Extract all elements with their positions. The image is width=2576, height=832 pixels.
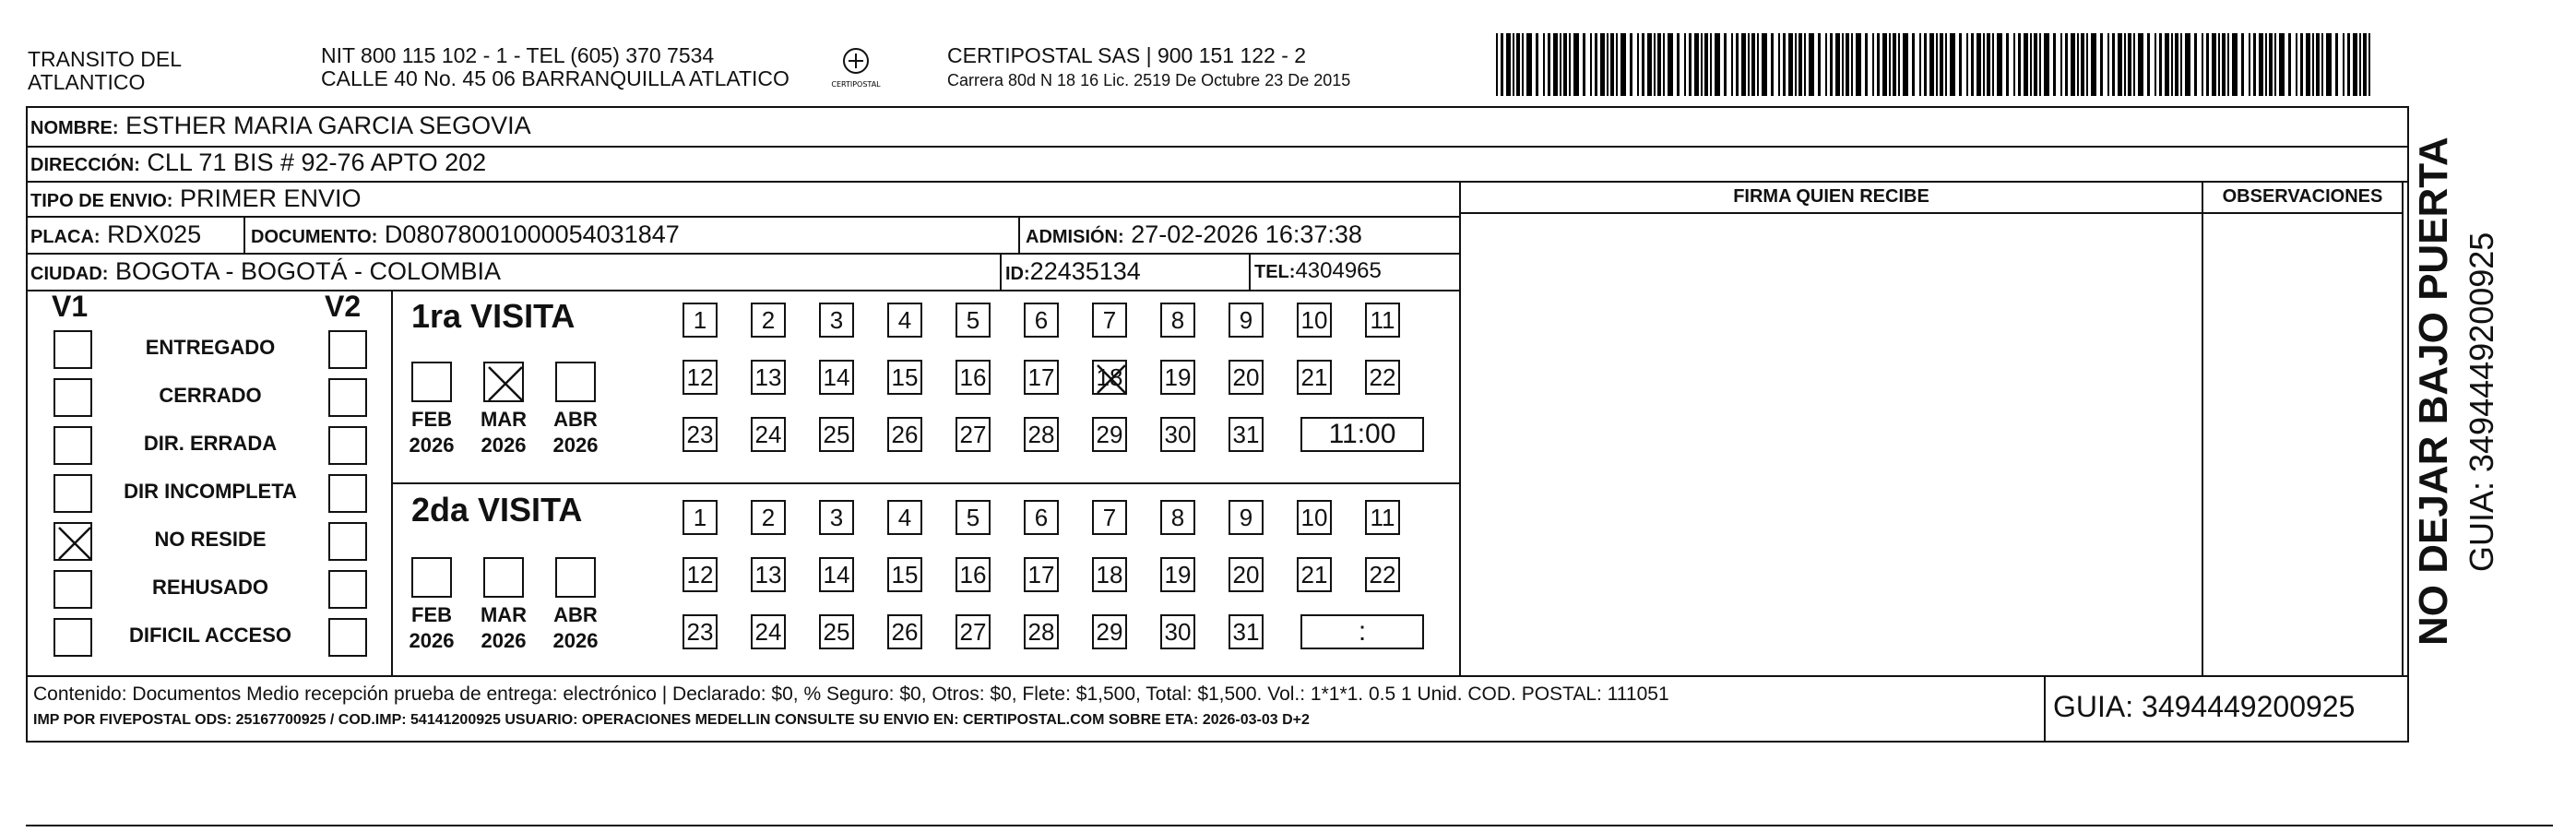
barcode — [1496, 33, 2377, 96]
first-day-20[interactable]: 20 — [1229, 360, 1264, 395]
first-visit-title: 1ra VISITA — [411, 297, 576, 335]
footer-print-line: IMP POR FIVEPOSTAL ODS: 25167700925 / COD.IMP: 54141200925 USUARIO: OPERACIONES MEDELLIN CONSULTE SU ENVIO EN: CERTIPOSTAL.COM SOBRE ETA: 2026-03-03 D+2 — [33, 712, 1310, 728]
second-month-box-mar[interactable] — [483, 557, 524, 598]
first-day-9[interactable]: 9 — [1229, 303, 1264, 338]
second-visit-title: 2da VISITA — [411, 491, 583, 529]
v1-checkbox-entregado[interactable] — [53, 330, 92, 369]
second-day-28[interactable]: 28 — [1024, 614, 1059, 649]
second-day-19[interactable]: 19 — [1160, 557, 1195, 592]
admision-value: 27-02-2026 16:37:38 — [1131, 220, 1362, 248]
first-time-box[interactable]: 11:00 — [1300, 417, 1424, 452]
certipostal-logo — [828, 42, 884, 98]
placa-field: PLACA: RDX025 — [30, 220, 202, 248]
second-day-6[interactable]: 6 — [1024, 500, 1059, 535]
second-day-31[interactable]: 31 — [1229, 614, 1264, 649]
id-value: 22435134 — [1029, 257, 1141, 285]
no-dejar-bajo-puerta: NO DEJAR BAJO PUERTA — [2411, 137, 2456, 646]
first-month-mar: MAR — [480, 408, 528, 431]
v1-checkbox-dificil-acceso[interactable] — [53, 618, 92, 657]
first-day-26[interactable]: 26 — [887, 417, 922, 452]
status-label-rehusado: REHUSADO — [152, 576, 268, 599]
nombre-row: NOMBRE: ESTHER MARIA GARCIA SEGOVIA — [30, 112, 531, 139]
v2-checkbox-dir-errada[interactable] — [328, 426, 367, 465]
sender-line-2: CALLE 40 No. 45 06 BARRANQUILLA ATLATICO — [321, 66, 789, 90]
v2-checkbox-dir-incompleta[interactable] — [328, 474, 367, 513]
v2-checkbox-dificil-acceso[interactable] — [328, 618, 367, 657]
first-day-15[interactable]: 15 — [887, 360, 922, 395]
first-day-14[interactable]: 14 — [819, 360, 854, 395]
first-day-10[interactable]: 10 — [1297, 303, 1332, 338]
second-year-mar: 2026 — [481, 629, 527, 652]
first-day-29[interactable]: 29 — [1092, 417, 1127, 452]
second-day-27[interactable]: 27 — [956, 614, 991, 649]
status-label-dir-errada: DIR. ERRADA — [143, 432, 278, 455]
second-day-20[interactable]: 20 — [1229, 557, 1264, 592]
v1-checkbox-dir-incompleta[interactable] — [53, 474, 92, 513]
v2-checkbox-no-reside[interactable] — [328, 522, 367, 561]
second-day-21[interactable]: 21 — [1297, 557, 1332, 592]
second-day-7[interactable]: 7 — [1092, 500, 1127, 535]
second-day-15[interactable]: 15 — [887, 557, 922, 592]
second-day-10[interactable]: 10 — [1297, 500, 1332, 535]
placa-value: RDX025 — [107, 220, 202, 248]
footer-guia: GUIA: 3494449200925 — [2053, 690, 2356, 723]
status-label-entregado: ENTREGADO — [145, 336, 276, 359]
first-day-5[interactable]: 5 — [956, 303, 991, 338]
v2-checkbox-entregado[interactable] — [328, 330, 367, 369]
first-year-mar: 2026 — [481, 434, 527, 457]
status-label-dir-incompleta: DIR INCOMPLETA — [124, 480, 297, 503]
second-day-9[interactable]: 9 — [1229, 500, 1264, 535]
courier-line-2: Carrera 80d N 18 16 Lic. 2519 De Octubre 23 De 2015 — [947, 71, 1351, 89]
first-day-31[interactable]: 31 — [1229, 417, 1264, 452]
tipo-envio-value: PRIMER ENVIO — [179, 184, 362, 212]
status-label-no-reside: NO RESIDE — [154, 528, 267, 551]
v1-checkbox-dir-errada[interactable] — [53, 426, 92, 465]
firma-header: FIRMA QUIEN RECIBE — [1733, 186, 1929, 207]
nombre-value: ESTHER MARIA GARCIA SEGOVIA — [125, 112, 531, 139]
second-month-mar: MAR — [480, 603, 528, 626]
tipo-envio-row: TIPO DE ENVIO: PRIMER ENVIO — [30, 184, 362, 212]
second-day-12[interactable]: 12 — [683, 557, 718, 592]
second-day-26[interactable]: 26 — [887, 614, 922, 649]
id-field: ID:22435134 — [1005, 257, 1141, 285]
observaciones-header: OBSERVACIONES — [2222, 186, 2383, 207]
first-day-1[interactable]: 1 — [683, 303, 718, 338]
v1-checkbox-rehusado[interactable] — [53, 570, 92, 609]
second-day-5[interactable]: 5 — [956, 500, 991, 535]
first-month-box-abr[interactable] — [555, 362, 596, 402]
first-day-25[interactable]: 25 — [819, 417, 854, 452]
ciudad-field: CIUDAD: BOGOTA - BOGOTÁ - COLOMBIA — [30, 257, 502, 285]
first-month-abr: ABR — [553, 408, 598, 431]
first-day-30[interactable]: 30 — [1160, 417, 1195, 452]
v2-header: V2 — [325, 290, 362, 323]
logo-text: CERTIPOSTAL — [831, 80, 881, 89]
side-guia: GUIA: 3494449200925 — [2463, 232, 2500, 572]
first-day-6[interactable]: 6 — [1024, 303, 1059, 338]
first-day-7[interactable]: 7 — [1092, 303, 1127, 338]
second-day-11[interactable]: 11 — [1365, 500, 1400, 535]
first-day-12[interactable]: 12 — [683, 360, 718, 395]
first-day-22[interactable]: 22 — [1365, 360, 1400, 395]
admision-field: ADMISIÓN: 27-02-2026 16:37:38 — [1026, 220, 1362, 248]
second-month-abr: ABR — [553, 603, 598, 626]
first-year-feb: 2026 — [409, 434, 455, 457]
second-day-1[interactable]: 1 — [683, 500, 718, 535]
second-day-24[interactable]: 24 — [751, 614, 786, 649]
first-day-13[interactable]: 13 — [751, 360, 786, 395]
second-day-23[interactable]: 23 — [683, 614, 718, 649]
footer-content-line: Contenido: Documentos Medio recepción prueba de entrega: electrónico | Declarado: $0, % Seguro: $0, Otros: $0, Flete: $1,500, Total: $1,500. Vol.: 1*1*1. 0.5 1 Unid. COD. POSTAL: 111051 — [33, 683, 1669, 705]
direccion-row: DIRECCIÓN: CLL 71 BIS # 92-76 APTO 202 — [30, 149, 487, 176]
documento-field: DOCUMENTO: D08078001000054031847 — [251, 220, 680, 248]
first-day-8[interactable]: 8 — [1160, 303, 1195, 338]
first-month-feb: FEB — [411, 408, 452, 431]
first-day-16[interactable]: 16 — [956, 360, 991, 395]
ciudad-value: BOGOTA - BOGOTÁ - COLOMBIA — [114, 257, 502, 285]
first-month-box-mar[interactable] — [483, 362, 524, 402]
v2-checkbox-cerrado[interactable] — [328, 378, 367, 417]
first-day-21[interactable]: 21 — [1297, 360, 1332, 395]
first-day-17[interactable]: 17 — [1024, 360, 1059, 395]
courier-line-1: CERTIPOSTAL SAS | 900 151 122 - 2 — [947, 43, 1307, 67]
second-day-30[interactable]: 30 — [1160, 614, 1195, 649]
first-day-24[interactable]: 24 — [751, 417, 786, 452]
first-month-box-feb[interactable] — [411, 362, 452, 402]
tel-field: TEL:4304965 — [1254, 258, 1382, 283]
second-day-18[interactable]: 18 — [1092, 557, 1127, 592]
page-edge — [26, 825, 2553, 826]
v1-checkbox-cerrado[interactable] — [53, 378, 92, 417]
second-day-16[interactable]: 16 — [956, 557, 991, 592]
v2-checkbox-rehusado[interactable] — [328, 570, 367, 609]
first-day-2[interactable]: 2 — [751, 303, 786, 338]
sender-line-1: NIT 800 115 102 - 1 - TEL (605) 370 7534 — [321, 43, 715, 67]
first-day-3[interactable]: 3 — [819, 303, 854, 338]
first-day-4[interactable]: 4 — [887, 303, 922, 338]
second-month-box-feb[interactable] — [411, 557, 452, 598]
first-day-11[interactable]: 11 — [1365, 303, 1400, 338]
status-label-cerrado: CERRADO — [159, 384, 262, 407]
first-day-23[interactable]: 23 — [683, 417, 718, 452]
second-day-4[interactable]: 4 — [887, 500, 922, 535]
second-day-14[interactable]: 14 — [819, 557, 854, 592]
sender-name: TRANSITO DEL ATLANTICO — [28, 47, 182, 94]
second-year-abr: 2026 — [552, 629, 599, 652]
second-day-13[interactable]: 13 — [751, 557, 786, 592]
v1-header: V1 — [52, 290, 89, 323]
second-day-17[interactable]: 17 — [1024, 557, 1059, 592]
second-day-25[interactable]: 25 — [819, 614, 854, 649]
first-day-27[interactable]: 27 — [956, 417, 991, 452]
first-day-28[interactable]: 28 — [1024, 417, 1059, 452]
first-day-19[interactable]: 19 — [1160, 360, 1195, 395]
second-day-3[interactable]: 3 — [819, 500, 854, 535]
second-month-feb: FEB — [411, 603, 452, 626]
second-day-2[interactable]: 2 — [751, 500, 786, 535]
second-day-22[interactable]: 22 — [1365, 557, 1400, 592]
status-label-dificil-acceso: DIFICIL ACCESO — [128, 624, 291, 647]
second-year-feb: 2026 — [409, 629, 455, 652]
documento-value: D08078001000054031847 — [384, 220, 680, 248]
second-time-box[interactable]: : — [1300, 614, 1424, 649]
tel-value: 4304965 — [1295, 258, 1382, 283]
second-day-29[interactable]: 29 — [1092, 614, 1127, 649]
direccion-value: CLL 71 BIS # 92-76 APTO 202 — [147, 149, 487, 176]
first-day-18[interactable]: 18 — [1092, 360, 1127, 395]
second-month-box-abr[interactable] — [555, 557, 596, 598]
second-day-8[interactable]: 8 — [1160, 500, 1195, 535]
v1-checkbox-no-reside[interactable] — [53, 522, 92, 561]
first-year-abr: 2026 — [552, 434, 599, 457]
